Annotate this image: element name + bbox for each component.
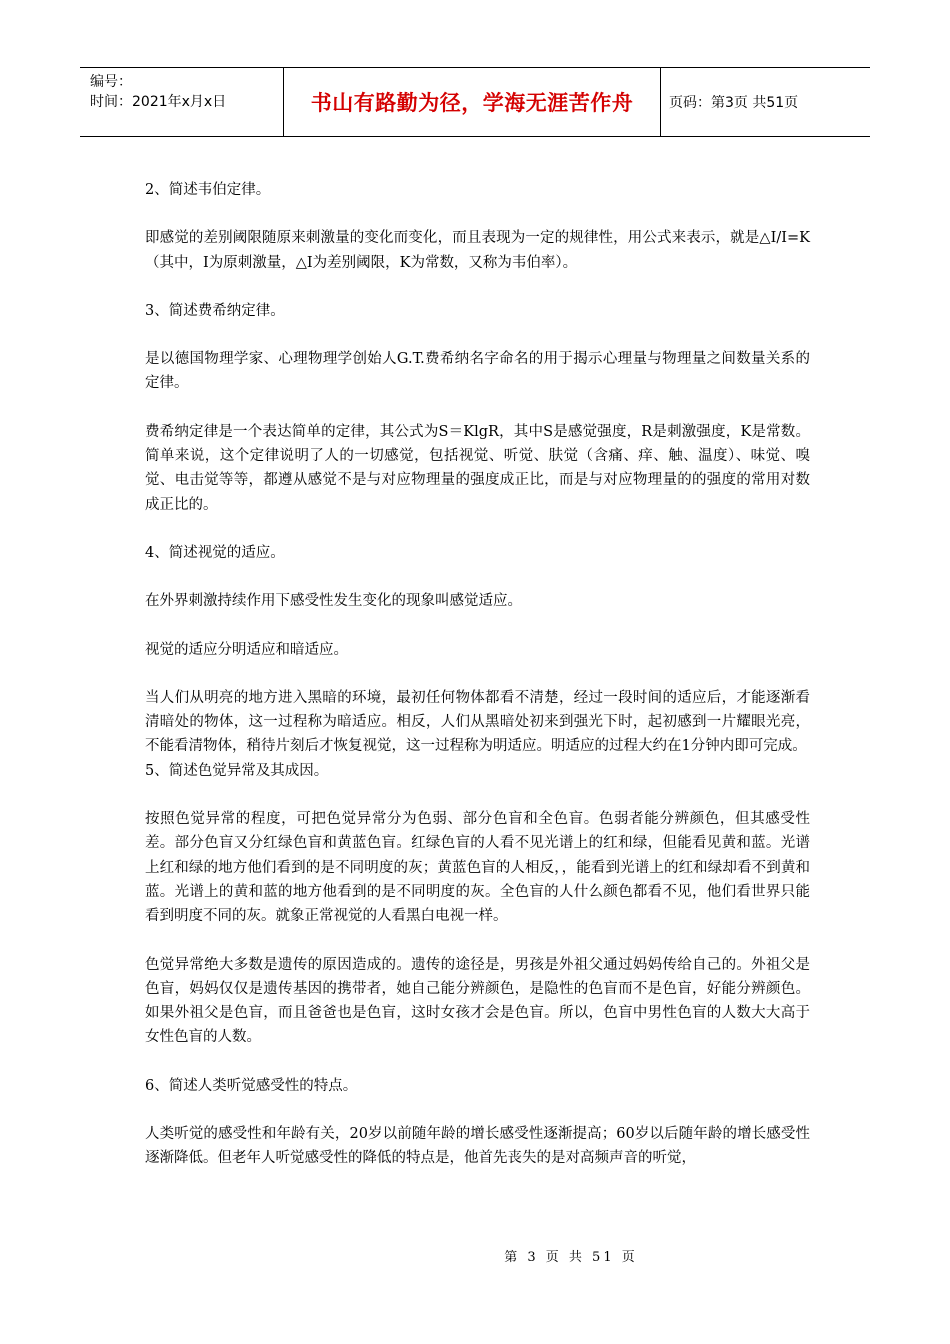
page-header — [80, 67, 870, 137]
serial-number-label: 编号： — [90, 74, 132, 90]
paragraph: 当人们从明亮的地方进入黑暗的环境，最初任何物体都看不清楚，经过一段时间的适应后，才能逐渐看清暗处的物体，这一过程称为暗适应。相反，人们从黑暗处初来到强光下时，起初感到一片耀眼光亮，不能看清物体，稍待片刻后才恢复视觉，这一过程称为明适应。明适应的过程大约在1分钟内即可完成。 — [145, 689, 810, 755]
paragraph: 是以德国物理学家、心理物理学创始人G.T.费希纳名字命名的用于揭示心理量与物理量之间数量关系的定律。 — [145, 351, 810, 392]
section-heading-visual-adaptation: 4、简述视觉的适应。 — [145, 544, 285, 561]
section-heading-fechner: 3、简述费希纳定律。 — [145, 302, 285, 319]
header-motto: 书山有路勤为径，学海无涯苦作舟 — [284, 68, 661, 136]
paragraph: 色觉异常绝大多数是遗传的原因造成的。遗传的途径是，男孩是外祖父通过妈妈传给自己的。外祖父是色盲，妈妈仅仅是遗传基因的携带者，她自己能分辨颜色，是隐性的色盲而不是色盲，好能分辨颜色。如果外祖父是色盲，而且爸爸也是色盲，这时女孩才会是色盲。所以，色盲中男性色盲的人数大大高于女性色盲的人数。 — [145, 956, 810, 1046]
paragraph: 人类听觉的感受性和年龄有关，20岁以前随年龄的增长感受性逐渐提高；60岁以后随年龄的增长感受性逐渐降低。但老年人听觉感受性的降低的特点是，他首先丧失的是对高频声音的听觉， — [145, 1126, 810, 1167]
page-footer: 第 3 页 共 51 页 — [504, 1250, 638, 1265]
section-heading-hearing: 6、简述人类听觉感受性的特点。 — [145, 1077, 358, 1094]
document-body — [145, 178, 810, 1171]
header-page-info: 页码：第3页 共51页 — [669, 95, 799, 111]
header-meta-cell — [80, 68, 284, 136]
section-heading-color-vision: 5、简述色觉异常及其成因。 — [145, 762, 329, 779]
date-label: 时间：2021年x月x日 — [90, 94, 227, 110]
paragraph: 视觉的适应分明适应和暗适应。 — [145, 641, 348, 658]
paragraph: 费希纳定律是一个表达简单的定律，其公式为S＝KlgR，其中S是感觉强度，R是刺激强度，K是常数。简单来说，这个定律说明了人的一切感觉，包括视觉、听觉、肤觉（含痛、痒、触、温度）、味觉、嗅觉、电击觉等等，都遵从感觉不是与对应物理量的强度成正比，而是与对应物理量的的强度的常用对数成正比的。 — [145, 423, 810, 513]
paragraph: 在外界刺激持续作用下感受性发生变化的现象叫感觉适应。 — [145, 593, 522, 610]
paragraph: 即感觉的差别阈限随原来刺激量的变化而变化，而且表现为一定的规律性，用公式来表示，就是△I/I=K（其中，I为原刺激量，△I为差别阈限，K为常数，又称为韦伯率）。 — [145, 230, 810, 271]
paragraph: 按照色觉异常的程度，可把色觉异常分为色弱、部分色盲和全色盲。色弱者能分辨颜色，但其感受性差。部分色盲又分红绿色盲和黄蓝色盲。红绿色盲的人看不见光谱上的红和绿，但能看见黄和蓝。光谱上红和绿的地方他们看到的是不同明度的灰；黄蓝色盲的人相反，，能看到光谱上的红和绿却看不到黄和蓝。光谱上的黄和蓝的地方他看到的是不同明度的灰。全色盲的人什么颜色都看不见，他们看世界只能看到明度不同的灰。就象正常视觉的人看黑白电视一样。 — [145, 811, 810, 925]
section-heading-weber: 2、简述韦伯定律。 — [145, 182, 271, 198]
